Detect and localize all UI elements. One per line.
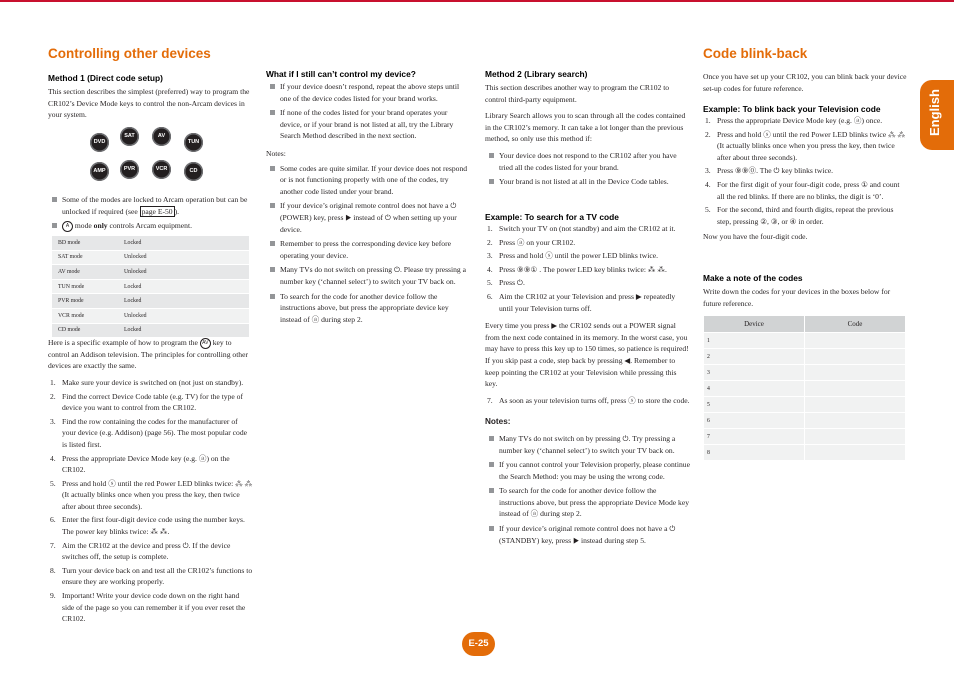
blink-step-2: 2. Press and hold ⓢ until the red Power LED blinks twice ⁂ ⁂ (It actually blinks once when you press the key, then twice after about three seconds).	[705, 129, 906, 162]
locked-notes	[52, 194, 250, 235]
device-row-number: 5	[704, 397, 805, 413]
make-note-text: Write down the codes for your devices in the boxes below for future reference.	[703, 287, 891, 308]
search-step-4: 4. Press ⑨⑨① . The power LED key blinks twice: ⁂ ⁂.	[487, 264, 667, 274]
blinkback-block	[703, 115, 908, 248]
method2-intro: This section describes another way to program the CR102 to control third-party equipment.	[485, 83, 670, 104]
method1-intro: This section describes the simplest (preferred) way to program the CR102’s Device Mode keys to control the non-Arcam devices in your system.	[48, 87, 250, 120]
search-step-3: 3. Press and hold ⓢ until the power LED blinks twice.	[487, 251, 659, 261]
mode-row	[52, 250, 249, 265]
left-step-5: 5. Press and hold ⓢ until the red Power LED blinks twice: ⁂ ⁂ (It actually blinks once when you press the key, then twice after about three seconds).	[50, 478, 253, 511]
device-row-number: 7	[704, 429, 805, 445]
search-note-3: To search for the code for another device follow the instructions above, but press the appropriate Device Mode key instead of ⓐ during step 2.	[489, 485, 690, 520]
amp-note: A mode only controls Arcam equipment.	[52, 220, 250, 232]
device-code-cell[interactable]	[805, 381, 906, 397]
device-row	[704, 429, 906, 445]
locked-note: Some of the modes are locked to Arcam operation but can be unlocked if required (see page E-50 ).	[52, 194, 250, 217]
search-note-1: Many TVs do not switch on by pressing ⏻. Try pressing a number key (‘channel select’) to switch your TV back on.	[489, 433, 690, 456]
blink-step-4: 4. For the first digit of your four-digit code, press ① and count all the red blinks. If there are no blinks, the digit is ‘0’.	[705, 179, 900, 201]
left-step-7: 7. Aim the CR102 at the device and press ⏻. If the device switches off, the setup is complete.	[50, 540, 231, 562]
amp-button: AMP	[90, 162, 109, 181]
search-step-1: 1. Switch your TV on (not standby) and aim the CR102 at it.	[487, 224, 676, 233]
device-row-number: 3	[704, 365, 805, 381]
device-row	[704, 333, 906, 349]
left-steps-block	[48, 337, 253, 627]
sat-button: SAT	[120, 127, 139, 146]
tv-search-heading: Example: To search for a TV code	[485, 212, 619, 222]
code-header: Code	[805, 316, 906, 333]
tv-search-block	[485, 223, 690, 549]
blinkback-example-heading: Example: To blink back your Television code	[703, 104, 881, 114]
mode-name: TUN mode	[52, 279, 118, 294]
device-code-cell[interactable]	[805, 429, 906, 445]
mode-state: Unlocked	[118, 265, 249, 280]
blink-step-1: 1. Press the appropriate Device Mode key (e.g. ⓐ) once.	[705, 116, 883, 125]
search-step-6: 6. Aim the CR102 at your Television and press ▶ repeatedly until your Television turns off.	[487, 291, 676, 313]
mode-name: SAT mode	[52, 250, 118, 265]
mode-state: Locked	[118, 294, 249, 309]
mode-state: Unlocked	[118, 250, 249, 265]
mode-row	[52, 279, 249, 294]
search-step-2: 2. Press ⓐ on your CR102.	[487, 237, 576, 247]
mode-state: Locked	[118, 279, 249, 294]
mode-state: Locked	[118, 323, 249, 338]
troubleshoot-note-1: Some codes are quite similar. If your device does not respond or is not functioning properly with one of the codes, try another code listed under your brand.	[270, 163, 470, 198]
device-row	[704, 413, 906, 429]
page-link[interactable]: page E-50	[141, 206, 173, 216]
method2-para: Library Search allows you to scan through all the codes contained in the CR102’s memory. It can take a lot longer than the previous method, so only use this method if:	[485, 111, 686, 144]
left-step-1: 1. Make sure your device is switched on (not just on standby).	[50, 377, 244, 387]
blink-step-5: 5. For the second, third and fourth digits, repeat the previous step, pressing ②, ③, or ④ in order.	[705, 205, 894, 226]
language-tab[interactable]: English	[920, 80, 954, 150]
section-title-controlling: Controlling other devices	[48, 46, 211, 61]
library-bullet-2: Your brand is not listed at all in the Device Code tables.	[489, 176, 690, 188]
troubleshoot-note-3: Remember to press the corresponding device key before operating your device.	[270, 238, 470, 261]
device-code-cell[interactable]	[805, 413, 906, 429]
mode-row	[52, 265, 249, 280]
mode-name: AV mode	[52, 265, 118, 280]
left-steps	[48, 377, 253, 625]
av-button: AV	[152, 127, 171, 146]
troubleshoot-note-5: To search for the code for another device follow the instructions above, but press the appropriate device key instead of ⓐ during step 2.	[270, 291, 470, 326]
step-7: 7. As soon as your television turns off, press ⓢ to store the code.	[487, 395, 690, 405]
example-intro: Here is a specific example of how to program the AV key to control an Addison television. The principles for controlling other devices are exactly the same.	[48, 338, 248, 371]
device-row	[704, 349, 906, 365]
tun-button: TUN	[184, 133, 203, 152]
device-row-number: 6	[704, 413, 805, 429]
blinkback-intro: Once you have set up your CR102, you can blink back your device set-up codes for future reference.	[703, 72, 907, 93]
mode-state: Unlocked	[118, 308, 249, 323]
device-row-number: 8	[704, 445, 805, 461]
device-code-cell[interactable]	[805, 445, 906, 461]
left-step-8: 8. Turn your device back on and test all the CR102’s functions to ensure they are working properly.	[50, 565, 253, 587]
search-note-4: If your device’s original remote control does not have a ⏻ (STANDBY) key, press ▶ instead during step 5.	[489, 523, 690, 546]
mode-row	[52, 236, 249, 250]
amp-key-icon: A	[62, 221, 73, 232]
device-row	[704, 445, 906, 461]
device-row-number: 2	[704, 349, 805, 365]
mode-name: BD mode	[52, 236, 118, 250]
dvd-button: DVD	[90, 133, 109, 152]
device-code-cell[interactable]	[805, 365, 906, 381]
pvr-button: PVR	[120, 160, 139, 179]
troubleshoot-block	[266, 81, 470, 328]
troubleshoot-bullet-1: If your device doesn’t respond, repeat the above steps until one of the device codes listed for your brand works.	[270, 81, 470, 104]
make-note-heading: Make a note of the codes	[703, 273, 803, 283]
device-row-number: 1	[704, 333, 805, 349]
mode-name: VCR mode	[52, 308, 118, 323]
device-row	[704, 365, 906, 381]
method1-heading: Method 1 (Direct code setup)	[48, 73, 163, 83]
every-time-para: Every time you press ▶ the CR102 sends out a POWER signal from the next code contained in its memory. In the worst case, you may have to press this key up to 150 times, so patience is required! If you skip past a code, step back by pressing ◀. Remember to keep pointing the CR102 at your Television while pressing this key.	[485, 321, 689, 389]
troubleshoot-note-4: Many TVs do not switch on pressing ⏻. Please try pressing a number key (‘channel select’) to switch your TV back on.	[270, 264, 470, 287]
mode-state: Locked	[118, 236, 249, 250]
cd-button: CD	[184, 162, 203, 181]
mode-name: PVR mode	[52, 294, 118, 309]
mode-lock-table	[52, 236, 249, 338]
device-row-number: 4	[704, 381, 805, 397]
search-note-2: If you cannot control your Television properly, please continue the Search Method: you may be using the wrong code.	[489, 459, 690, 482]
device-code-cell[interactable]	[805, 397, 906, 413]
blink-step-3: 3. Press ⑨⑨⓪. The ⏻ key blinks twice.	[705, 166, 834, 176]
left-step-3: 3. Find the row containing the codes for the manufacturer of your device (e.g. Addison) (page 56). The most popular code is listed first.	[50, 416, 248, 449]
four-digit-text: Now you have the four-digit code.	[703, 232, 808, 242]
troubleshoot-heading: What if I still can’t control my device?	[266, 69, 416, 79]
device-code-table	[703, 315, 906, 461]
device-row	[704, 381, 906, 397]
device-row	[704, 397, 906, 413]
mode-row	[52, 323, 249, 338]
device-code-cell[interactable]	[805, 333, 906, 349]
notes-label: Notes:	[266, 148, 286, 158]
left-step-2: 2. Find the correct Device Code table (e.g. TV) for the type of device you want to control from the CR102.	[50, 391, 243, 413]
troubleshoot-note-2: If your device’s original remote control does not have a ⏻ (POWER) key, press ▶ instead of ⏻ when setting up your device.	[270, 200, 470, 235]
library-bullet-1: Your device does not respond to the CR102 after you have tried all the codes listed for your brand.	[489, 150, 690, 173]
notes-label-2: Notes:	[485, 417, 511, 427]
method2-heading: Method 2 (Library search)	[485, 69, 588, 79]
left-step-9: 9. Important! Write your device code down on the right hand side of the page so you can remember it if you ever reset the CR102.	[50, 591, 246, 624]
troubleshoot-bullet-2: If none of the codes listed for your brand operates your device, or if your brand is not listed at all, try the Library Search Method described in the next section.	[270, 107, 470, 142]
av-key-icon: AV	[200, 338, 211, 349]
mode-name: CD mode	[52, 323, 118, 338]
method2-block	[485, 82, 690, 191]
top-rule	[0, 0, 954, 2]
device-code-cell[interactable]	[805, 349, 906, 365]
search-step-5: 5. Press ⏻.	[487, 278, 525, 288]
mode-row	[52, 294, 249, 309]
section-title-blinkback: Code blink-back	[703, 46, 808, 61]
device-header: Device	[704, 316, 805, 333]
left-step-4: 4. Press the appropriate Device Mode key (e.g. ⓐ) on the CR102.	[50, 453, 230, 475]
page-number: E-25	[462, 632, 495, 656]
mode-row	[52, 308, 249, 323]
vcr-button: VCR	[152, 160, 171, 179]
left-step-6: 6. Enter the first four-digit device code using the number keys. The power key blinks twice: ⁂ ⁂.	[50, 515, 245, 537]
